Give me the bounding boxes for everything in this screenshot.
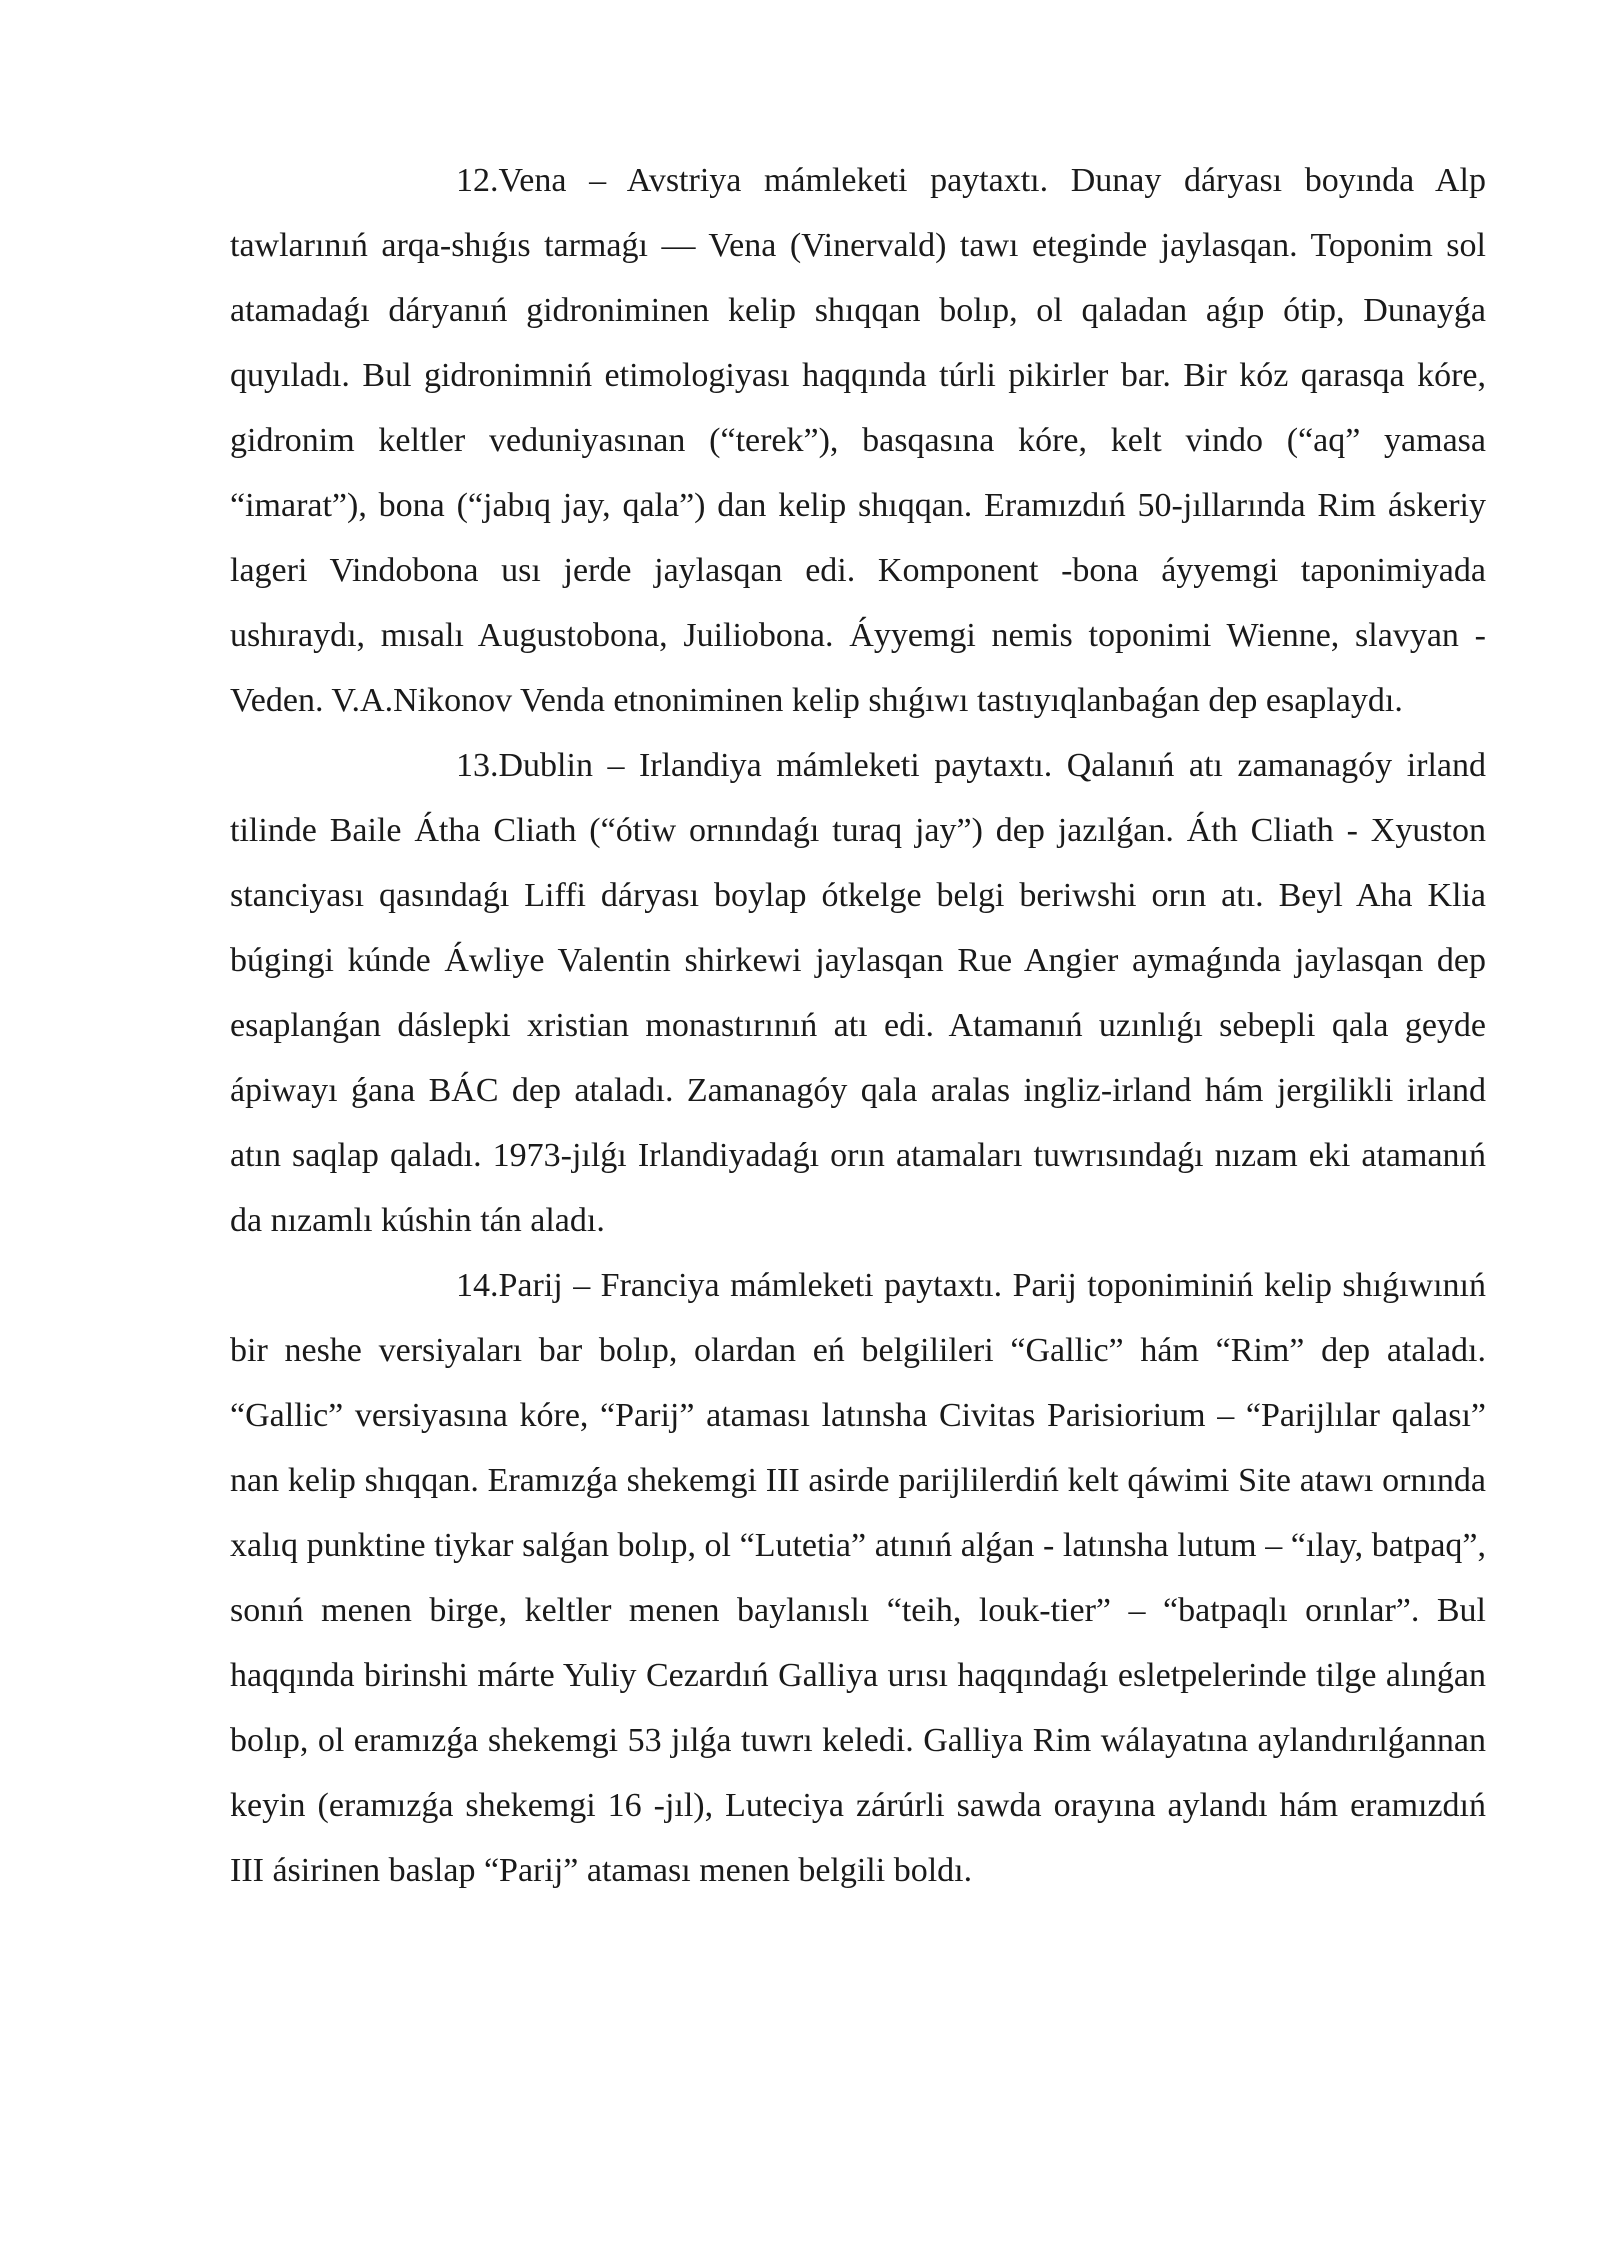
- entry-text: Dublin – Irlandiya mámleketi paytaxtı. Qalanıń atı zamanagóy irland tilinde Baile Átha Cliath (“ótiw ornındaǵı turaq jay”) dep jazılǵan. Áth Cliath - Xyuston stanciyası qasındaǵı Liffi dáryası boylap ótkelge belgi beriwshi orın atı. Beyl Aha Klia búgingi kúnde Áwliye Valentin shirkewi jaylasqan Rue Angier aymaǵında jaylasqan dep esaplanǵan dáslepki xristian monastırınıń atı edi. Atamanıń uzınlıǵı sebepli qala geyde ápiwayı ǵana BÁC dep ataladı. Zamanagóy qala aralas ingliz-irland hám jergilikli irland atın saqlap qaladı. 1973-jılǵı Irlandiyadaǵı orın atamaları tuwrısındaǵı nızam eki atamanıń da nızamlı kúshin tán aladı.: [230, 747, 1486, 1239]
- entry-text: Vena – Avstriya mámleketi paytaxtı. Dunay dáryası boyında Alp tawlarınıń arqa-shıǵıs tarmaǵı — Vena (Vinervald) tawı eteginde jaylasqan. Toponim sol atamadaǵı dáryanıń gidroniminen kelip shıqqan bolıp, ol qaladan aǵıp ótip, Dunayǵa quyıladı. Bul gidronimniń etimologiyası haqqında túrli pikirler bar. Bir kóz qarasqa kóre, gidronim keltler veduniyasınan (“terek”), basqasına kóre, kelt vindo (“aq” yamasa “imarat”), bona (“jabıq jay, qala”) dan kelip shıqqan. Eramızdıń 50-jıllarında Rim áskeriy lageri Vindobona usı jerde jaylasqan edi. Komponent -bona áyyemgi taponimiyada ushıraydı, mısalı Augustobona, Juiliobona. Áyyemgi nemis toponimi Wienne, slavyan - Veden. V.A.Nikonov Venda etnoniminen kelip shıǵıwı tastıyıqlanbaǵan dep esaplaydı.: [230, 162, 1486, 719]
- entry-number: 13.: [456, 747, 499, 784]
- document-page: [230, 148, 1486, 1903]
- entry-number: 12.: [456, 162, 499, 199]
- entry-number: 14.: [456, 1267, 499, 1304]
- entry-text: Parij – Franciya mámleketi paytaxtı. Parij toponiminiń kelip shıǵıwınıń bir neshe versiyaları bar bolıp, olardan eń belgilileri “Gallic” hám “Rim” dep ataladı. “Gallic” versiyasına kóre, “Parij” ataması latınsha Civitas Parisiorium – “Parijlılar qalası” nan kelip shıqqan. Eramızǵa shekemgi III asirde parijlilerdiń kelt qáwimi Site atawı ornında xalıq punktine tiykar salǵan bolıp, ol “Lutetia” atınıń alǵan - latınsha lutum – “ılay, batpaq”, sonıń menen birge, keltler menen baylanıslı “teih, louk-tier” – “batpaqlı orınlar”. Bul haqqında birinshi márte Yuliy Cezardıń Galliya urısı haqqındaǵı esletpelerinde tilge alınǵan bolıp, ol eramızǵa shekemgi 53 jılǵa tuwrı keledi. Galliya Rim wálayatına aylandırılǵannan keyin (eramızǵa shekemgi 16 -jıl), Luteciya zárúrli sawda orayına aylandı hám eramızdıń III ásirinen baslap “Parij” ataması menen belgili boldı.: [230, 1267, 1486, 1889]
- entry-dublin: [230, 733, 1486, 1253]
- entry-vienna: [230, 148, 1486, 733]
- entry-paris: [230, 1253, 1486, 1903]
